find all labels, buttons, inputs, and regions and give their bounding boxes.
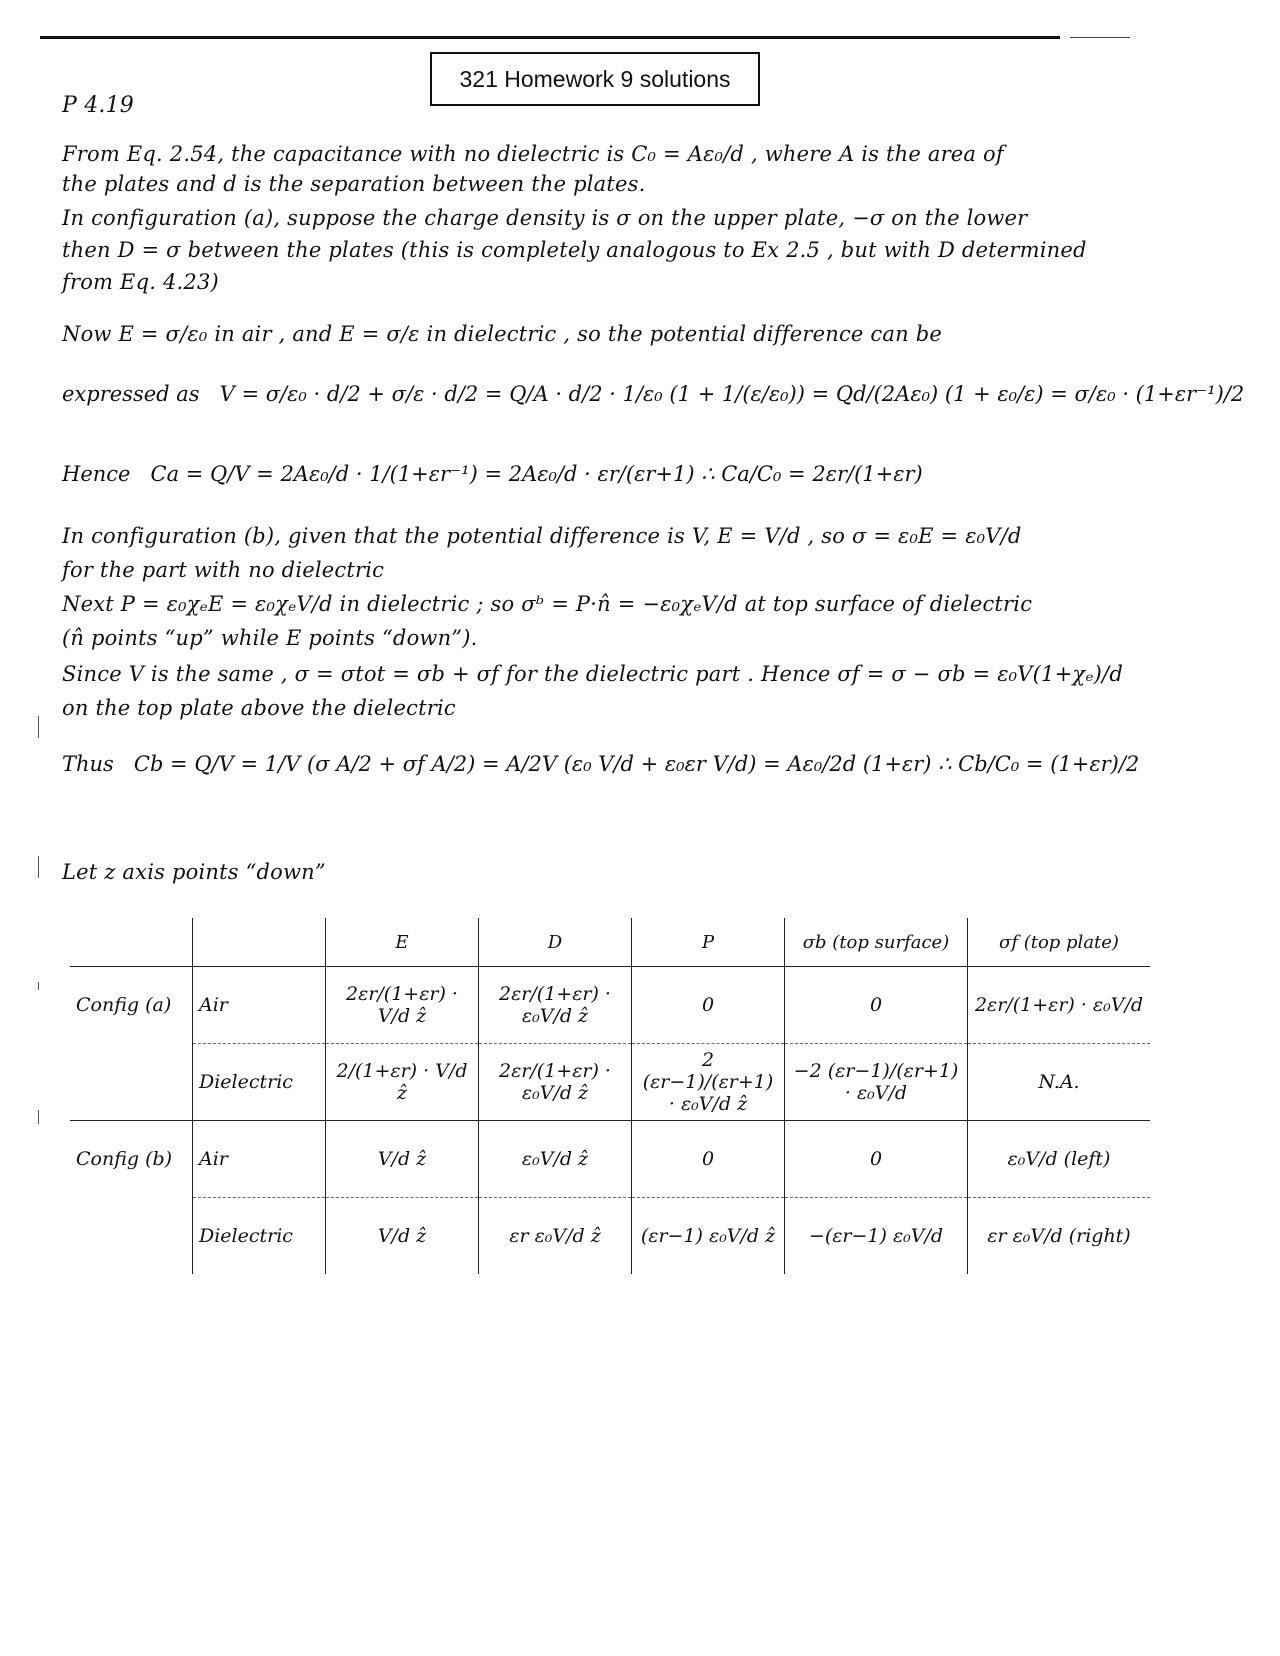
cell-d: ε₀V/d ẑ xyxy=(479,1121,632,1198)
document-title: 321 Homework 9 solutions xyxy=(430,52,760,106)
equation-body: Ca = Q/V = 2Aε₀/d · 1/(1+εr⁻¹) = 2Aε₀/d · εr/(εr+1) ∴ Ca/C₀ = 2εr/(1+εr) xyxy=(150,462,923,486)
equation-body: Cb = Q/V = 1/V (σ A/2 + σf A/2) = A/2V (ε₀ V/d + ε₀εr V/d) = Aε₀/2d (1+εr) ∴ Cb/C₀ = (1+εr)/2 xyxy=(133,752,1140,776)
cell-e: V/d ẑ xyxy=(326,1198,479,1275)
text-line: for the part with no dielectric xyxy=(62,558,385,582)
config-label xyxy=(70,1198,193,1275)
equation-cb xyxy=(62,752,1139,776)
text-line: In configuration (a), suppose the charge density is σ on the upper plate, −σ on the lower xyxy=(62,206,1028,230)
equation-voltage xyxy=(62,382,1244,406)
config-label xyxy=(70,1044,193,1121)
cell-d: 2εr/(1+εr) · ε₀V/d ẑ xyxy=(479,967,632,1044)
text-line: Since V is the same , σ = σtot = σb + σf for the dielectric part . Hence σf = σ − σb = ε₀V(1+χₑ)/d xyxy=(62,662,1123,686)
equation-ca xyxy=(62,462,923,486)
equation-prefix: Hence xyxy=(62,462,131,486)
text-line: (n̂ points “up” while E points “down”). xyxy=(62,626,478,650)
top-rule-short xyxy=(1070,37,1130,38)
text-line: from Eq. 4.23) xyxy=(62,270,219,294)
equation-prefix: expressed as xyxy=(62,382,200,406)
header-p: P xyxy=(632,918,785,967)
cell-p: 0 xyxy=(632,967,785,1044)
cell-sigma-f: ε₀V/d (left) xyxy=(968,1121,1151,1198)
text-line: Next P = ε₀χₑE = ε₀χₑV/d in dielectric ; so σᵇ = P·n̂ = −ε₀χₑV/d at top surface of dielectric xyxy=(62,592,1033,616)
medium-label: Air xyxy=(193,1121,326,1198)
cell-sigma-f: N.A. xyxy=(968,1044,1151,1121)
medium-label: Dielectric xyxy=(193,1198,326,1275)
text-line: Now E = σ/ε₀ in air , and E = σ/ε in dielectric , so the potential difference can be xyxy=(62,322,942,346)
results-table xyxy=(70,918,1150,1274)
cell-e: 2εr/(1+εr) · V/d ẑ xyxy=(326,967,479,1044)
medium-label: Air xyxy=(193,967,326,1044)
text-line: the plates and d is the separation between the plates. xyxy=(62,172,646,196)
config-label: Config (b) xyxy=(70,1121,193,1198)
cell-sigma-b: 0 xyxy=(785,1121,968,1198)
cell-sigma-b: −2 (εr−1)/(εr+1) · ε₀V/d xyxy=(785,1044,968,1121)
header-sigma-b: σb (top surface) xyxy=(785,918,968,967)
cell-e: V/d ẑ xyxy=(326,1121,479,1198)
text-line: In configuration (b), given that the potential difference is V, E = V/d , so σ = ε₀E = ε₀V/d xyxy=(62,524,1022,548)
text-line: then D = σ between the plates (this is completely analogous to Ex 2.5 , but with D determined xyxy=(62,238,1087,262)
problem-label: P 4.19 xyxy=(62,93,134,118)
table-row xyxy=(70,1121,1150,1198)
cell-sigma-f: 2εr/(1+εr) · ε₀V/d xyxy=(968,967,1151,1044)
table-row xyxy=(70,967,1150,1044)
medium-label: Dielectric xyxy=(193,1044,326,1121)
text-line: From Eq. 2.54, the capacitance with no dielectric is C₀ = Aε₀/d , where A is the area of xyxy=(62,142,1004,166)
table-row xyxy=(70,1198,1150,1275)
cell-d: εr ε₀V/d ẑ xyxy=(479,1198,632,1275)
top-rule xyxy=(40,36,1060,39)
margin-tick xyxy=(38,716,39,738)
text-line: Let z axis points “down” xyxy=(62,860,326,884)
header-sigma-f: σf (top plate) xyxy=(968,918,1151,967)
cell-p: 0 xyxy=(632,1121,785,1198)
cell-sigma-f: εr ε₀V/d (right) xyxy=(968,1198,1151,1275)
header-d: D xyxy=(479,918,632,967)
margin-tick xyxy=(38,856,39,878)
header-e: E xyxy=(326,918,479,967)
cell-p: 2 (εr−1)/(εr+1) · ε₀V/d ẑ xyxy=(632,1044,785,1121)
cell-sigma-b: 0 xyxy=(785,967,968,1044)
cell-p: (εr−1) ε₀V/d ẑ xyxy=(632,1198,785,1275)
equation-prefix: Thus xyxy=(62,752,114,776)
config-label: Config (a) xyxy=(76,994,172,1017)
margin-tick xyxy=(38,1110,39,1124)
cell-d: 2εr/(1+εr) · ε₀V/d ẑ xyxy=(479,1044,632,1121)
table-row xyxy=(70,1044,1150,1121)
margin-tick xyxy=(38,982,39,990)
equation-body: V = σ/ε₀ · d/2 + σ/ε · d/2 = Q/A · d/2 · 1/ε₀ (1 + 1/(ε/ε₀)) = Qd/(2Aε₀) (1 + ε₀/ε) = σ/ε₀ · (1+εr⁻¹)/2 xyxy=(219,382,1245,406)
cell-e: 2/(1+εr) · V/d ẑ xyxy=(326,1044,479,1121)
cell-sigma-b: −(εr−1) ε₀V/d xyxy=(785,1198,968,1275)
text-line: on the top plate above the dielectric xyxy=(62,696,456,720)
